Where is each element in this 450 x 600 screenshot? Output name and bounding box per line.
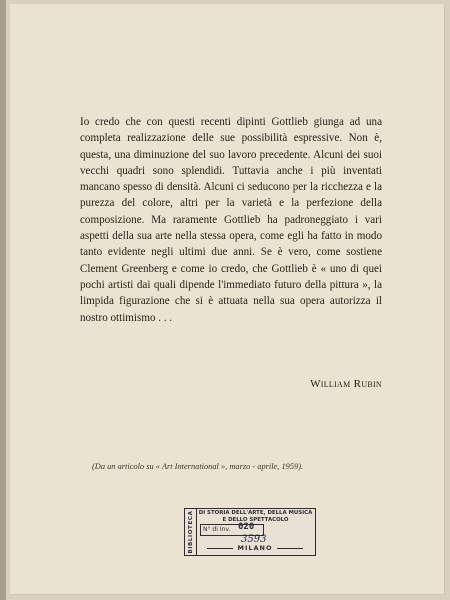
stamp-city: MILANO	[201, 544, 309, 552]
body-text	[80, 114, 382, 326]
stamp-inventory-label: N° di Inv.	[203, 526, 231, 533]
stamp-line-1: DI STORIA DELL'ARTE, DELLA MUSICA	[198, 510, 313, 516]
stamp-side-band	[185, 509, 197, 555]
main-paragraph: Io credo che con questi recenti dipinti Gottlieb giunga ad una completa realizzazione delle sue possibilità espressive. Non è, questa, una diminuzione del suo lavoro precedente. Alcuni dei suoi vecchi quadri sono splendidi. Tuttavia anche i più inventati mancano spesso di densità. Alcuni ci seducono per la ricchezza e la purezza del colore, altri per la varietà e la perfezione della composizione. Ma raramente Gottlieb ha padroneggiato i vari aspetti della sua arte nella stessa opera, come egli ha fatto in modo tanto evidente negli ultimi due anni. Se è vero, come sostiene Clement Greenberg e come io credo, che Gottlieb è « uno di quei pochi artisti dai quali dipende l'immediato futuro della pittura », la limpida figurazione che si è attuata nella sua opera autorizza il nostro ottimismo . . .	[80, 116, 382, 324]
stamp-line-2: E DELLO SPETTACOLO	[222, 517, 289, 523]
author-signature: William Rubin	[310, 378, 382, 390]
stamp-handwritten-number: 3593	[241, 534, 267, 545]
page-edge	[0, 0, 6, 600]
source-note: (Da un articolo su « Art International », marzo - aprile, 1959).	[92, 462, 304, 471]
stamp-inventory-number: 020	[238, 522, 255, 532]
stamp-side-text: BIBLIOTECA	[187, 510, 194, 554]
library-stamp	[184, 508, 316, 556]
